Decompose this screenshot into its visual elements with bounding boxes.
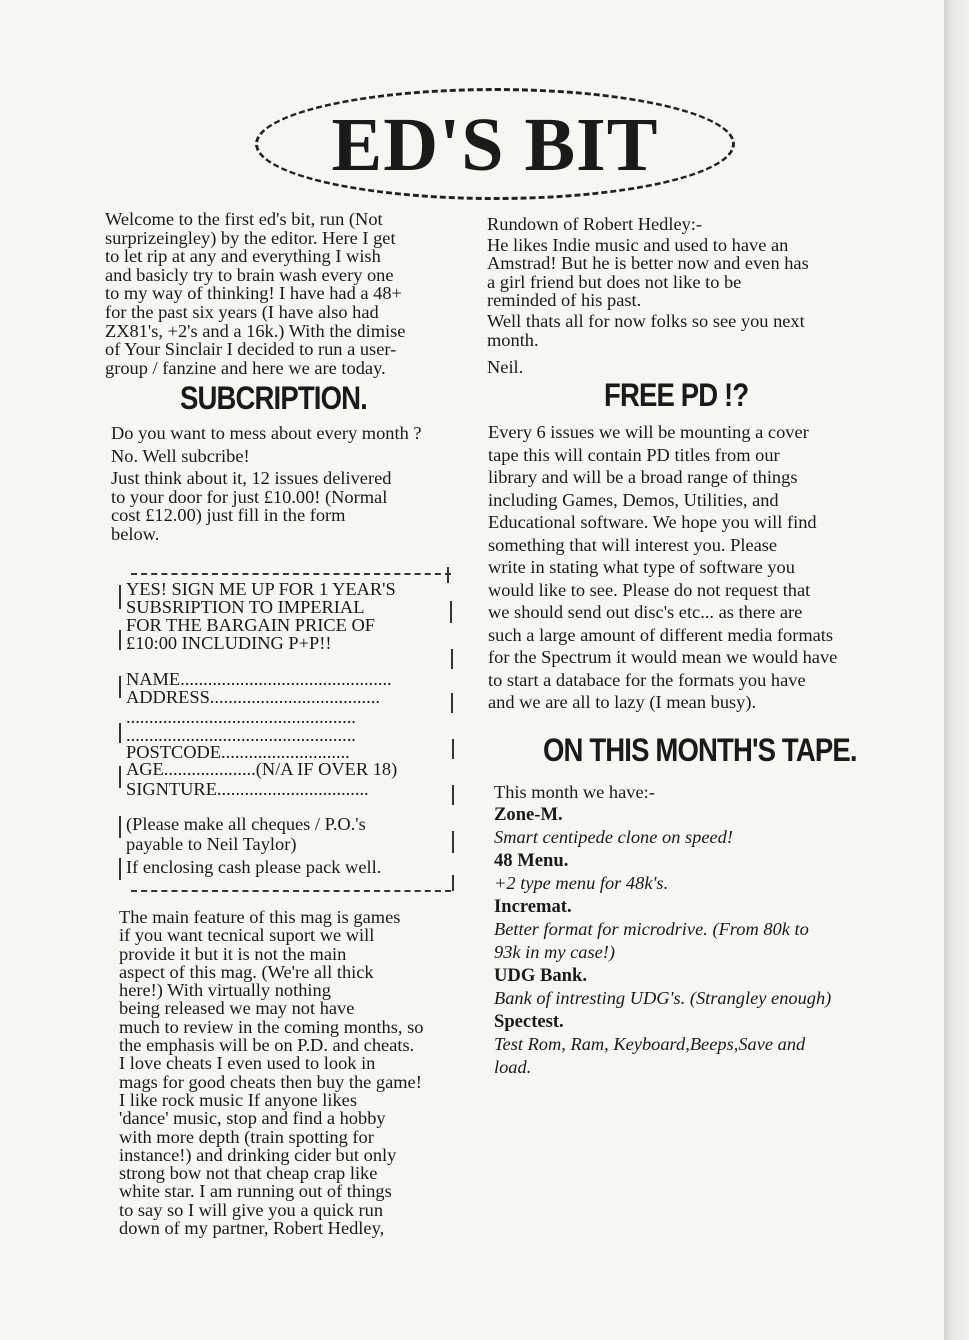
- form-note-line: (Please make all cheques / P.O.'s: [126, 814, 366, 834]
- tape-item-list: [494, 803, 831, 1079]
- free-pd-line: and we are all to lazy (I mean busy).: [488, 692, 757, 712]
- tape-item-name: Spectest.: [494, 1011, 564, 1032]
- feature-line: I like rock music If anyone likes: [119, 1089, 357, 1110]
- signature-field: SIGNTURE.................................: [126, 779, 369, 799]
- rundown-paragraph: [487, 215, 809, 349]
- form-left-mark: [119, 630, 121, 650]
- feature-line: aspect of this mag. (We're all thick: [119, 961, 374, 982]
- form-offer-line: £10:00 INCLUDING P+P!!: [126, 633, 332, 653]
- free-pd-line: tape this will contain PD titles from our: [488, 444, 780, 465]
- rundown-line: month.: [487, 329, 539, 350]
- tape-item-description: Smart centipede clone on speed!: [494, 827, 733, 847]
- free-pd-line: to start a databace for the formats you have: [488, 669, 806, 690]
- tape-item-name: Zone-M.: [494, 804, 563, 825]
- masthead-title: ED'S BIT: [331, 103, 659, 187]
- feature-line: to say so I will give you a quick run: [119, 1199, 384, 1220]
- tape-item-description: load.: [494, 1057, 532, 1077]
- tape-item-name: 48 Menu.: [494, 850, 569, 871]
- form-right-mark: [451, 693, 453, 713]
- free-pd-line: library and will be a broad range of things: [488, 467, 798, 487]
- form-right-mark: [452, 785, 454, 805]
- form-right-mark: [452, 831, 454, 853]
- free-pd-line: such a large amount of different media formats: [488, 624, 834, 645]
- subscription-line: below.: [111, 523, 160, 544]
- tape-item-name: Incremat.: [494, 896, 572, 917]
- form-right-mark: [450, 601, 452, 623]
- intro-line: Welcome to the first ed's bit, run (Not: [105, 209, 383, 229]
- feature-line: the emphasis will be on P.D. and cheats.: [119, 1035, 415, 1056]
- free-pd-line: something that will interest you. Please: [488, 534, 778, 555]
- feature-line: I love cheats I even used to look in: [119, 1053, 376, 1074]
- free-pd-paragraph: [488, 421, 837, 714]
- subscription-line: cost £12.00) just fill in the form: [111, 505, 346, 526]
- free-pd-heading: FREE PD !?: [604, 377, 749, 413]
- feature-line: much to review in the coming months, so: [119, 1016, 424, 1037]
- tape-item-description: +2 type menu for 48k's.: [494, 873, 669, 893]
- intro-line: group / fanzine and here we are today.: [105, 357, 386, 378]
- intro-line: surprizeingley) by the editor. Here I get: [105, 227, 396, 248]
- feature-line: mags for good cheats then buy the game!: [119, 1071, 422, 1092]
- postcode-field: POSTCODE............................: [126, 742, 350, 762]
- feature-line: being released we may not have: [119, 998, 355, 1019]
- form-left-mark: [119, 816, 121, 838]
- feature-line: The main feature of this mag is games: [119, 907, 401, 927]
- intro-line: to my way of thinking! I have had a 48+: [105, 283, 402, 304]
- form-corner-mark: [447, 567, 449, 583]
- free-pd-line: we should send out disc's etc... as there are: [488, 602, 803, 622]
- main-feature-paragraph: [119, 908, 423, 1237]
- feature-line: here!) With virtually nothing: [119, 980, 331, 1001]
- feature-line: down of my partner, Robert Hedley,: [119, 1218, 385, 1239]
- subscription-heading: SUBCRIPTION.: [180, 380, 367, 416]
- tape-item-description: Test Rom, Ram, Keyboard,Beeps,Save and: [494, 1034, 806, 1054]
- intro-line: of Your Sinclair I decided to run a user-: [105, 339, 397, 360]
- free-pd-line: would like to see. Please do not request that: [488, 579, 811, 600]
- intro-line: and basicly try to brain wash every one: [105, 264, 394, 285]
- subscription-line: to your door for just £10.00! (Normal: [111, 486, 388, 507]
- tape-heading: ON THIS MONTH'S TAPE.: [543, 732, 857, 768]
- age-field: AGE....................(N/A IF OVER 18): [126, 759, 398, 779]
- form-offer-line: YES! SIGN ME UP FOR 1 YEAR'S: [126, 579, 396, 599]
- free-pd-line: including Games, Demos, Utilities, and: [488, 489, 779, 510]
- feature-line: if you want tecnical suport we will: [119, 925, 375, 946]
- tape-item-description: 93k in my case!): [494, 942, 616, 962]
- intro-paragraph: [105, 210, 405, 377]
- tape-item-description: Bank of intresting UDG's. (Strangley enough): [494, 988, 832, 1008]
- form-left-mark: [119, 585, 121, 609]
- name-field: NAME..............................................: [126, 669, 392, 689]
- subscription-text: [111, 424, 422, 544]
- rundown-line: reminded of his past.: [487, 290, 642, 311]
- address-field: ADDRESS.....................................: [126, 687, 380, 707]
- subscription-form: [119, 563, 457, 893]
- subscription-line: No. Well subcribe!: [111, 445, 250, 466]
- feature-line: instance!) and drinking cider but only: [119, 1144, 397, 1165]
- subscription-line: Just think about it, 12 issues delivered: [111, 468, 392, 489]
- feature-line: with more depth (train spotting for: [119, 1126, 374, 1147]
- address-line-field: ..................................................: [126, 707, 356, 727]
- form-right-mark: [451, 649, 453, 669]
- feature-line: white star. I am running out of things: [119, 1181, 392, 1202]
- form-corner-mark: [452, 875, 454, 891]
- form-note-line: If enclosing cash please pack well.: [126, 857, 382, 877]
- rundown-line: Well thats all for now folks so see you next: [487, 310, 805, 331]
- sign-off: Neil.: [487, 357, 524, 377]
- intro-line: ZX81's, +2's and a 16k.) With the dimise: [105, 320, 406, 341]
- form-bottom-border: [131, 890, 451, 892]
- rundown-line: He likes Indie music and used to have an: [487, 234, 789, 255]
- feature-line: strong bow not that cheap crap like: [119, 1163, 378, 1184]
- form-left-mark: [119, 766, 121, 788]
- free-pd-line: write in stating what type of software you: [488, 557, 795, 577]
- rundown-line: Rundown of Robert Hedley:-: [487, 214, 703, 234]
- tape-item-name: UDG Bank.: [494, 965, 587, 986]
- form-note-line: payable to Neil Taylor): [126, 834, 297, 854]
- tape-item-description: Better format for microdrive. (From 80k to: [494, 919, 809, 939]
- free-pd-line: for the Spectrum it would mean we would have: [488, 647, 838, 667]
- form-left-mark: [119, 858, 121, 880]
- page-edge-shadow: [944, 0, 969, 1340]
- address-line-field: ..................................................: [126, 725, 356, 745]
- free-pd-line: Every 6 issues we will be mounting a cover: [488, 422, 809, 442]
- intro-line: to let rip at any and everything I wish: [105, 246, 381, 267]
- rundown-line: a girl friend but does not like to be: [487, 271, 742, 292]
- feature-line: provide it but it is not the main: [119, 943, 347, 964]
- form-offer-line: SUBSRIPTION TO IMPERIAL: [126, 597, 365, 617]
- form-left-mark: [119, 676, 121, 698]
- form-right-mark: [452, 739, 454, 759]
- intro-line: for the past six years (I have also had: [105, 301, 379, 322]
- form-top-border: [131, 573, 451, 575]
- subscription-line: Do you want to mess about every month ?: [111, 423, 422, 443]
- free-pd-line: Educational software. We hope you will find: [488, 512, 817, 532]
- feature-line: 'dance' music, stop and find a hobby: [119, 1108, 386, 1129]
- form-left-mark: [119, 723, 121, 743]
- rundown-line: Amstrad! But he is better now and even has: [487, 253, 809, 274]
- tape-intro: This month we have:-: [494, 782, 655, 802]
- form-offer-line: FOR THE BARGAIN PRICE OF: [126, 615, 375, 635]
